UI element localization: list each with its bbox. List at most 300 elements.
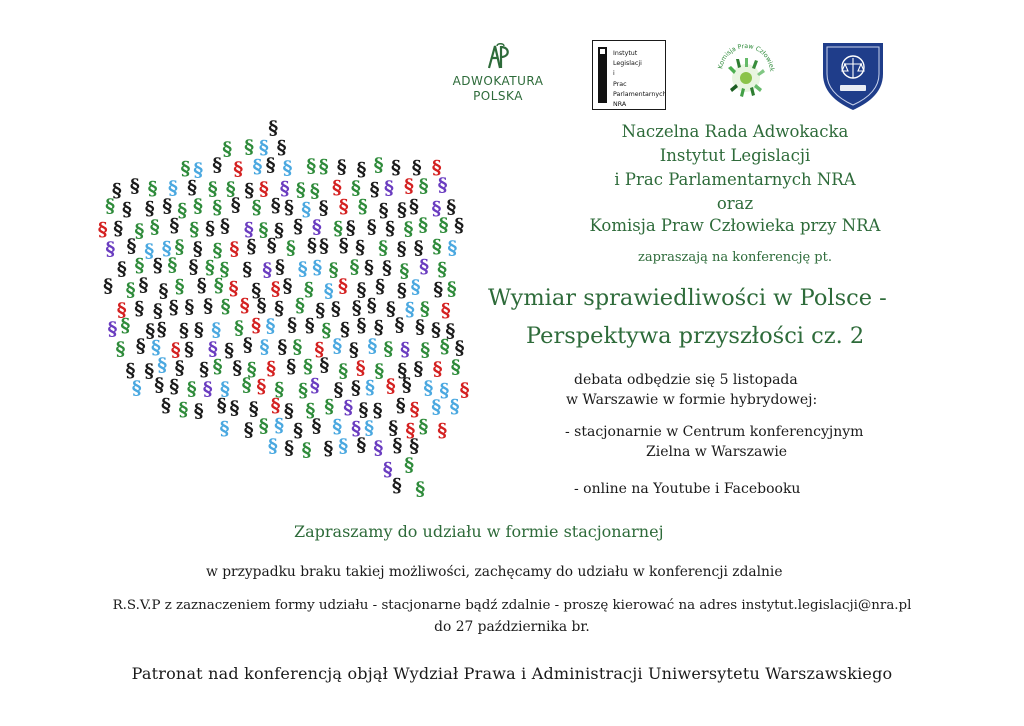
paragraph-symbol: § xyxy=(244,135,255,158)
paragraph-symbol: § xyxy=(333,217,344,240)
paragraph-symbol: § xyxy=(366,215,377,238)
paragraph-symbol: § xyxy=(152,254,163,277)
paragraph-symbol: § xyxy=(382,458,393,481)
paragraph-symbol: § xyxy=(319,234,329,257)
paragraph-symbol: § xyxy=(356,434,367,457)
paragraph-symbol: § xyxy=(332,334,343,357)
paragraph-symbol: § xyxy=(161,237,172,260)
paragraph-symbol: § xyxy=(270,394,281,417)
paragraph-symbol: § xyxy=(307,234,317,257)
paragraph-symbol: § xyxy=(437,258,448,281)
title-line-2: Perspektywa przyszłości cz. 2 xyxy=(526,323,865,349)
paragraph-symbol: § xyxy=(274,219,284,242)
paragraph-symbol: § xyxy=(212,196,223,219)
instytut-legislacji-logo xyxy=(592,40,666,110)
paragraph-symbol: § xyxy=(144,359,155,382)
paragraph-symbol: § xyxy=(105,195,116,218)
paragraph-symbol: § xyxy=(318,197,329,220)
paragraph-symbol: § xyxy=(440,299,451,322)
paragraph-symbol: § xyxy=(332,415,343,438)
paragraph-symbol: § xyxy=(138,274,149,297)
paragraph-symbol: § xyxy=(184,338,195,361)
paragraph-symbol: § xyxy=(418,214,429,236)
paragraph-symbol: § xyxy=(306,154,317,177)
paragraph-symbol: § xyxy=(373,154,384,176)
paragraph-symbol: § xyxy=(405,419,416,442)
paragraph-symbol: § xyxy=(174,356,185,379)
paragraph-symbol: § xyxy=(323,279,334,302)
paragraph-symbol: § xyxy=(383,338,394,361)
adwokatura-mark-icon xyxy=(486,42,512,70)
paragraph-symbol: § xyxy=(274,378,285,401)
paragraph-symbol: § xyxy=(216,394,227,417)
paragraph-symbol: § xyxy=(192,237,203,260)
paragraph-symbol: § xyxy=(248,398,259,421)
paragraph-symbol: § xyxy=(364,416,375,439)
paragraph-symbol: § xyxy=(258,219,269,242)
instytut-line: Instytut xyxy=(613,50,638,57)
crest-shield-logo xyxy=(818,40,888,112)
paragraph-symbol: § xyxy=(305,399,316,422)
paragraph-symbol: § xyxy=(212,355,223,378)
paragraph-symbol: § xyxy=(336,156,347,179)
paragraph-symbol: § xyxy=(266,234,277,257)
paragraph-symbol: § xyxy=(125,279,136,302)
paragraph-symbol: § xyxy=(193,158,204,181)
organizers-block xyxy=(520,120,950,143)
paragraph-symbol: § xyxy=(275,255,285,278)
paragraph-symbol: § xyxy=(256,294,267,317)
paragraph-symbol: § xyxy=(348,338,359,361)
paragraph-symbol: § xyxy=(184,296,195,319)
paragraph-symbol: § xyxy=(274,297,285,320)
paragraph-symbol: § xyxy=(116,258,127,281)
paragraph-symbol: § xyxy=(358,399,369,422)
paragraph-symbol: § xyxy=(437,174,448,197)
paragraph-symbol: § xyxy=(350,177,361,199)
paragraph-symbol: § xyxy=(219,258,230,281)
paragraph-symbol: § xyxy=(147,177,158,200)
paragraph-symbol: § xyxy=(369,178,380,201)
paragraph-symbol: § xyxy=(355,236,366,259)
paragraph-symbol: § xyxy=(242,258,253,281)
paragraph-symbol: § xyxy=(285,237,296,260)
paragraph-symbol: § xyxy=(286,355,297,378)
paragraph-symbol: § xyxy=(395,394,406,417)
paragraph-symbol: § xyxy=(187,176,198,199)
paragraph-symbol: § xyxy=(135,335,146,357)
paragraph-symbol: § xyxy=(274,414,285,437)
paragraph-symbol: § xyxy=(220,377,230,400)
paragraph-symbol: § xyxy=(222,138,233,161)
paragraph-symbol: § xyxy=(400,338,411,361)
paragraph-symbol: § xyxy=(267,434,278,457)
paragraph-symbol: § xyxy=(423,376,434,399)
paragraph-symbol: § xyxy=(212,239,223,262)
paragraph-symbol: § xyxy=(174,235,185,258)
paragraph-symbol: § xyxy=(292,335,303,358)
paragraph-symbol: § xyxy=(293,215,304,238)
paragraph-symbol: § xyxy=(396,238,407,260)
details-line-1: debata odbędzie się 5 listopada xyxy=(574,372,798,388)
paragraph-symbol: § xyxy=(350,376,361,399)
paragraph-symbol: § xyxy=(259,336,270,358)
paragraph-symbol: § xyxy=(144,240,155,262)
komisja-praw-czlowieka-logo xyxy=(714,40,778,104)
paragraph-symbol: § xyxy=(145,319,156,342)
patronage-footer: Patronat nad konferencją objął Wydział Prawa i Administracji Uniwersytetu Warszawskiego xyxy=(131,664,893,683)
paragraph-symbol: § xyxy=(161,394,171,417)
paragraph-symbol: § xyxy=(338,195,349,218)
paragraph-symbol: § xyxy=(431,156,442,179)
paragraph-symbol: § xyxy=(134,297,145,320)
paragraph-symbol: § xyxy=(149,216,160,238)
instytut-line: NRA xyxy=(613,101,627,109)
paragraph-symbol: § xyxy=(167,254,178,276)
paragraph-symbol: § xyxy=(229,397,240,420)
paragraph-symbol: § xyxy=(409,195,419,218)
paragraph-symbol: § xyxy=(413,358,424,380)
paragraph-symbol: § xyxy=(157,354,168,377)
paragraph-symbol: § xyxy=(243,218,254,241)
paragraph-symbol: § xyxy=(256,375,267,398)
paragraph-symbol: § xyxy=(202,377,213,400)
paragraph-symbol: § xyxy=(151,336,161,359)
paragraph-symbol: § xyxy=(287,314,298,336)
paragraph-symbol: § xyxy=(318,155,329,178)
paragraph-symbol: § xyxy=(397,198,407,221)
paragraph-symbol: § xyxy=(265,314,276,337)
paragraph-symbol: § xyxy=(116,299,127,321)
paragraph-symbol: § xyxy=(243,418,254,441)
paragraph-symbol: § xyxy=(332,176,342,199)
paragraph-symbol: § xyxy=(431,197,442,220)
poland-paragraph-map xyxy=(88,112,498,522)
paragraph-symbol: § xyxy=(266,357,277,380)
shield-icon xyxy=(818,40,888,112)
paragraph-symbol: § xyxy=(258,178,269,201)
paragraph-symbol: § xyxy=(459,378,470,401)
komisja-arc-text: Komisja Praw Człowiek xyxy=(717,42,776,72)
details-line-3: - stacjonarnie w Centrum konferencyjnym xyxy=(565,424,864,440)
paragraph-symbol: § xyxy=(355,356,366,379)
paragraph-symbol: § xyxy=(309,179,320,202)
paragraph-symbol: § xyxy=(196,274,207,297)
paragraph-symbol: § xyxy=(251,279,262,302)
adwokatura-line2: POLSKA xyxy=(473,89,523,103)
paragraph-symbol: § xyxy=(105,238,116,260)
paragraph-symbol: § xyxy=(170,338,181,361)
paragraph-symbol: § xyxy=(277,335,288,358)
rsvp-line-1: R.S.V.P z zaznaczeniem formy udziału - stacjonarne bądź zdalnie - proszę kierować na adres instytut.legislacji@nra.pl xyxy=(112,598,912,613)
paragraph-symbol: § xyxy=(303,278,314,301)
paragraph-symbol: § xyxy=(233,158,244,181)
paragraph-symbol: § xyxy=(385,217,396,240)
paragraph-symbol: § xyxy=(234,316,244,339)
paragraph-symbol: § xyxy=(447,236,458,259)
paragraph-symbol: § xyxy=(301,439,312,461)
paragraph-symbol: § xyxy=(367,335,378,358)
paragraph-symbol: § xyxy=(403,218,414,240)
details-line-5: - online na Youtube i Facebooku xyxy=(574,481,801,497)
cta-main: Zapraszamy do udziału w formie stacjonarnej xyxy=(294,522,664,541)
organizer-line-wrap-3 xyxy=(520,168,950,191)
paragraph-symbol: § xyxy=(156,318,167,341)
organizer-line-wrap-2 xyxy=(520,144,950,167)
adwokatura-line1: ADWOKATURA xyxy=(452,74,544,88)
paragraph-symbol: § xyxy=(304,314,315,337)
paragraph-symbol: § xyxy=(432,358,443,381)
paragraph-symbol: § xyxy=(338,234,349,257)
organizer-line: Naczelna Rada Adwokacka xyxy=(621,122,849,141)
paragraph-symbol: § xyxy=(373,316,384,339)
paragraph-symbol: § xyxy=(351,417,362,440)
paragraph-symbol: § xyxy=(431,235,442,258)
paragraph-symbol: § xyxy=(312,256,323,279)
paragraph-symbol: § xyxy=(203,295,214,317)
paragraph-symbol: § xyxy=(212,154,223,177)
paragraph-symbol: § xyxy=(284,436,295,459)
paragraph-symbol: § xyxy=(283,399,294,422)
paragraph-symbol: § xyxy=(178,398,189,421)
paragraph-symbol: § xyxy=(392,434,403,457)
paragraph-symbol: § xyxy=(301,198,312,221)
paragraph-symbol: § xyxy=(246,235,257,258)
paragraph-symbol: § xyxy=(293,419,304,442)
paragraph-symbol: § xyxy=(438,214,449,236)
paragraph-symbol: § xyxy=(276,136,287,159)
paragraph-symbol: § xyxy=(330,297,341,320)
paragraph-symbol: § xyxy=(239,294,250,317)
paragraph-symbol: § xyxy=(169,375,180,398)
paragraph-symbol: § xyxy=(168,296,179,319)
paragraph-symbol: § xyxy=(349,256,360,279)
paragraph-symbol: § xyxy=(372,399,383,422)
paragraph-symbol: § xyxy=(144,197,155,220)
paragraph-symbol: § xyxy=(373,437,384,460)
paragraph-symbol: § xyxy=(431,319,441,342)
paragraph-symbol: § xyxy=(323,437,334,460)
paragraph-symbol: § xyxy=(433,278,444,301)
paragraph-symbol: § xyxy=(446,278,457,301)
paragraph-symbol: § xyxy=(230,194,241,217)
paragraph-symbol: § xyxy=(186,377,197,400)
instytut-i-dot-icon xyxy=(598,47,607,56)
paragraph-symbol: § xyxy=(382,257,392,280)
paragraph-symbol: § xyxy=(449,395,460,418)
paragraph-symbol: § xyxy=(415,477,426,500)
paragraph-symbol: § xyxy=(394,314,405,336)
paragraph-symbol: § xyxy=(437,419,448,442)
paragraph-symbol: § xyxy=(391,156,401,179)
paragraph-symbol: § xyxy=(366,294,377,317)
paragraph-symbol: § xyxy=(177,199,188,222)
paragraph-symbol: § xyxy=(419,255,430,278)
organizer-line-wrap-5 xyxy=(520,214,950,237)
instytut-line: Parlamentarnych xyxy=(613,90,667,98)
paragraph-symbol: § xyxy=(97,218,108,241)
paragraph-symbol: § xyxy=(345,216,356,239)
paragraph-symbol: § xyxy=(450,356,461,379)
paragraph-symbol: § xyxy=(228,277,239,300)
paragraph-symbol: § xyxy=(213,274,224,297)
paragraph-symbol: § xyxy=(311,216,322,239)
paragraph-symbol: § xyxy=(410,275,421,298)
invite-text: zapraszają na konferencję pt. xyxy=(637,250,832,265)
paragraph-symbol: § xyxy=(365,376,375,399)
paragraph-symbol: § xyxy=(241,374,252,397)
paragraph-symbol: § xyxy=(384,176,394,199)
paragraph-symbol: § xyxy=(125,359,136,382)
paragraph-symbol: § xyxy=(154,374,165,396)
paragraph-symbol: § xyxy=(439,379,450,402)
paragraph-symbol: § xyxy=(399,259,410,282)
paragraph-symbol: § xyxy=(356,314,367,337)
paragraph-symbol: § xyxy=(224,339,235,362)
paragraph-symbol: § xyxy=(284,196,294,219)
paragraph-symbol: § xyxy=(351,297,362,320)
paragraph-symbol: § xyxy=(169,214,180,237)
paragraph-symbol: § xyxy=(418,175,429,198)
paragraph-symbol: § xyxy=(211,319,222,342)
paragraph-symbol: § xyxy=(445,319,456,342)
paragraph-symbol: § xyxy=(401,374,412,397)
paragraph-symbol: § xyxy=(324,395,335,418)
paragraph-symbol: § xyxy=(270,278,281,300)
paragraph-symbol: § xyxy=(258,136,269,159)
instytut-line: Prac xyxy=(613,80,627,88)
paragraph-symbol: § xyxy=(340,318,350,341)
paragraph-symbol: § xyxy=(378,199,389,222)
paragraph-symbol: § xyxy=(404,174,414,197)
paragraph-symbol: § xyxy=(188,255,199,278)
details-line-4: Zielna w Warszawie xyxy=(646,444,788,460)
paragraph-symbol: § xyxy=(207,178,218,200)
title-line-1: Wymiar sprawiedliwości w Polsce - xyxy=(488,285,887,311)
paragraph-symbol: § xyxy=(134,219,145,242)
paragraph-symbol: § xyxy=(113,217,124,240)
paragraph-symbol: § xyxy=(319,354,330,377)
paragraph-symbol: § xyxy=(311,415,322,438)
paragraph-symbol: § xyxy=(220,214,230,237)
paragraph-symbol: § xyxy=(314,338,325,361)
paragraph-symbol: § xyxy=(193,399,204,422)
paragraph-symbol: § xyxy=(251,314,262,337)
paragraph-symbol: § xyxy=(385,297,396,320)
paragraph-symbol: § xyxy=(378,236,389,259)
paragraph-symbol: § xyxy=(328,258,339,281)
paragraph-symbol: § xyxy=(270,194,281,217)
instytut-line: i xyxy=(613,70,615,78)
paragraph-symbol: § xyxy=(315,299,326,322)
organizer-line: Komisja Praw Człowieka przy NRA xyxy=(589,216,881,235)
paragraph-symbol: § xyxy=(126,235,137,257)
hands-circle-icon xyxy=(714,40,778,104)
paragraph-symbol: § xyxy=(338,275,348,298)
paragraph-symbol: § xyxy=(225,178,236,201)
paragraph-symbol: § xyxy=(204,256,215,279)
paragraph-symbol: § xyxy=(418,415,429,438)
paragraph-symbol: § xyxy=(397,359,408,382)
paragraph-symbol: § xyxy=(356,278,367,301)
paragraph-symbol: § xyxy=(262,258,273,281)
paragraph-symbol: § xyxy=(333,378,344,401)
paragraph-symbol: § xyxy=(219,417,230,440)
paragraph-symbol: § xyxy=(357,195,368,218)
organizer-line: oraz xyxy=(716,194,754,213)
paragraph-symbol: § xyxy=(295,294,305,317)
paragraph-symbol: § xyxy=(321,319,332,342)
paragraph-symbol: § xyxy=(375,275,386,298)
paragraph-symbol: § xyxy=(409,435,420,458)
cta-alt: w przypadku braku takiej możliwości, zachęcamy do udziału w konferencji zdalnie xyxy=(206,564,783,580)
paragraph-symbol: § xyxy=(268,116,279,139)
paragraph-symbol: § xyxy=(180,157,191,180)
paragraph-symbol: § xyxy=(295,179,306,201)
paragraph-symbol: § xyxy=(251,196,262,219)
paragraph-symbol: § xyxy=(115,337,126,360)
paragraph-symbol: § xyxy=(282,274,293,297)
paragraph-symbol: § xyxy=(388,416,399,439)
paragraph-symbol: § xyxy=(454,214,465,237)
organizer-line-wrap-4 xyxy=(520,192,950,215)
paragraph-symbol: § xyxy=(193,318,204,341)
paragraph-symbol: § xyxy=(193,195,203,217)
paragraph-symbol: § xyxy=(199,358,210,381)
paragraph-symbol: § xyxy=(246,358,257,381)
paragraph-symbol: § xyxy=(120,314,131,337)
paragraph-symbol: § xyxy=(338,435,349,458)
paragraph-symbol: § xyxy=(446,196,457,219)
paragraph-symbol: § xyxy=(364,256,374,279)
paragraph-symbol: § xyxy=(258,414,269,437)
paragraph-symbol: § xyxy=(404,298,415,321)
paragraph-symbol: § xyxy=(439,335,450,358)
paragraph-symbol: § xyxy=(420,338,431,361)
paragraph-symbol: § xyxy=(207,337,218,360)
paragraph-symbol: § xyxy=(356,158,367,181)
paragraph-symbol: § xyxy=(107,318,118,341)
paragraph-symbol: § xyxy=(297,258,308,281)
paragraph-symbol: § xyxy=(252,155,263,178)
organizer-line: Instytut Legislacji xyxy=(659,146,811,165)
paragraph-symbol: § xyxy=(242,334,253,357)
paragraph-symbol: § xyxy=(411,156,422,179)
paragraph-symbol: § xyxy=(454,336,465,359)
organizer-line: i Prac Parlamentarnych NRA xyxy=(614,170,856,189)
paragraph-symbol: § xyxy=(158,280,169,302)
instytut-line: Legislacji xyxy=(613,60,642,68)
paragraph-symbol: § xyxy=(232,356,243,379)
paragraph-symbol: § xyxy=(419,297,430,320)
paragraph-symbol: § xyxy=(111,179,122,202)
paragraph-symbol: § xyxy=(396,279,407,302)
paragraph-symbol: § xyxy=(152,299,163,322)
paragraph-symbol: § xyxy=(374,359,385,382)
paragraph-symbol: § xyxy=(404,454,415,476)
paragraph-symbol: § xyxy=(205,217,216,240)
details-line-2: w Warszawie w formie hybrydowej: xyxy=(566,392,818,408)
adwokatura-polska-logo xyxy=(448,42,548,112)
rsvp-line-2: do 27 października br. xyxy=(434,619,590,635)
paragraph-symbol: § xyxy=(279,177,290,200)
paragraph-symbol: § xyxy=(431,396,442,419)
paragraph-symbol: § xyxy=(413,236,424,259)
paragraph-symbol: § xyxy=(385,374,396,397)
paragraph-symbol: § xyxy=(131,377,142,400)
paragraph-symbol: § xyxy=(162,195,173,218)
paragraph-symbol: § xyxy=(129,175,140,198)
